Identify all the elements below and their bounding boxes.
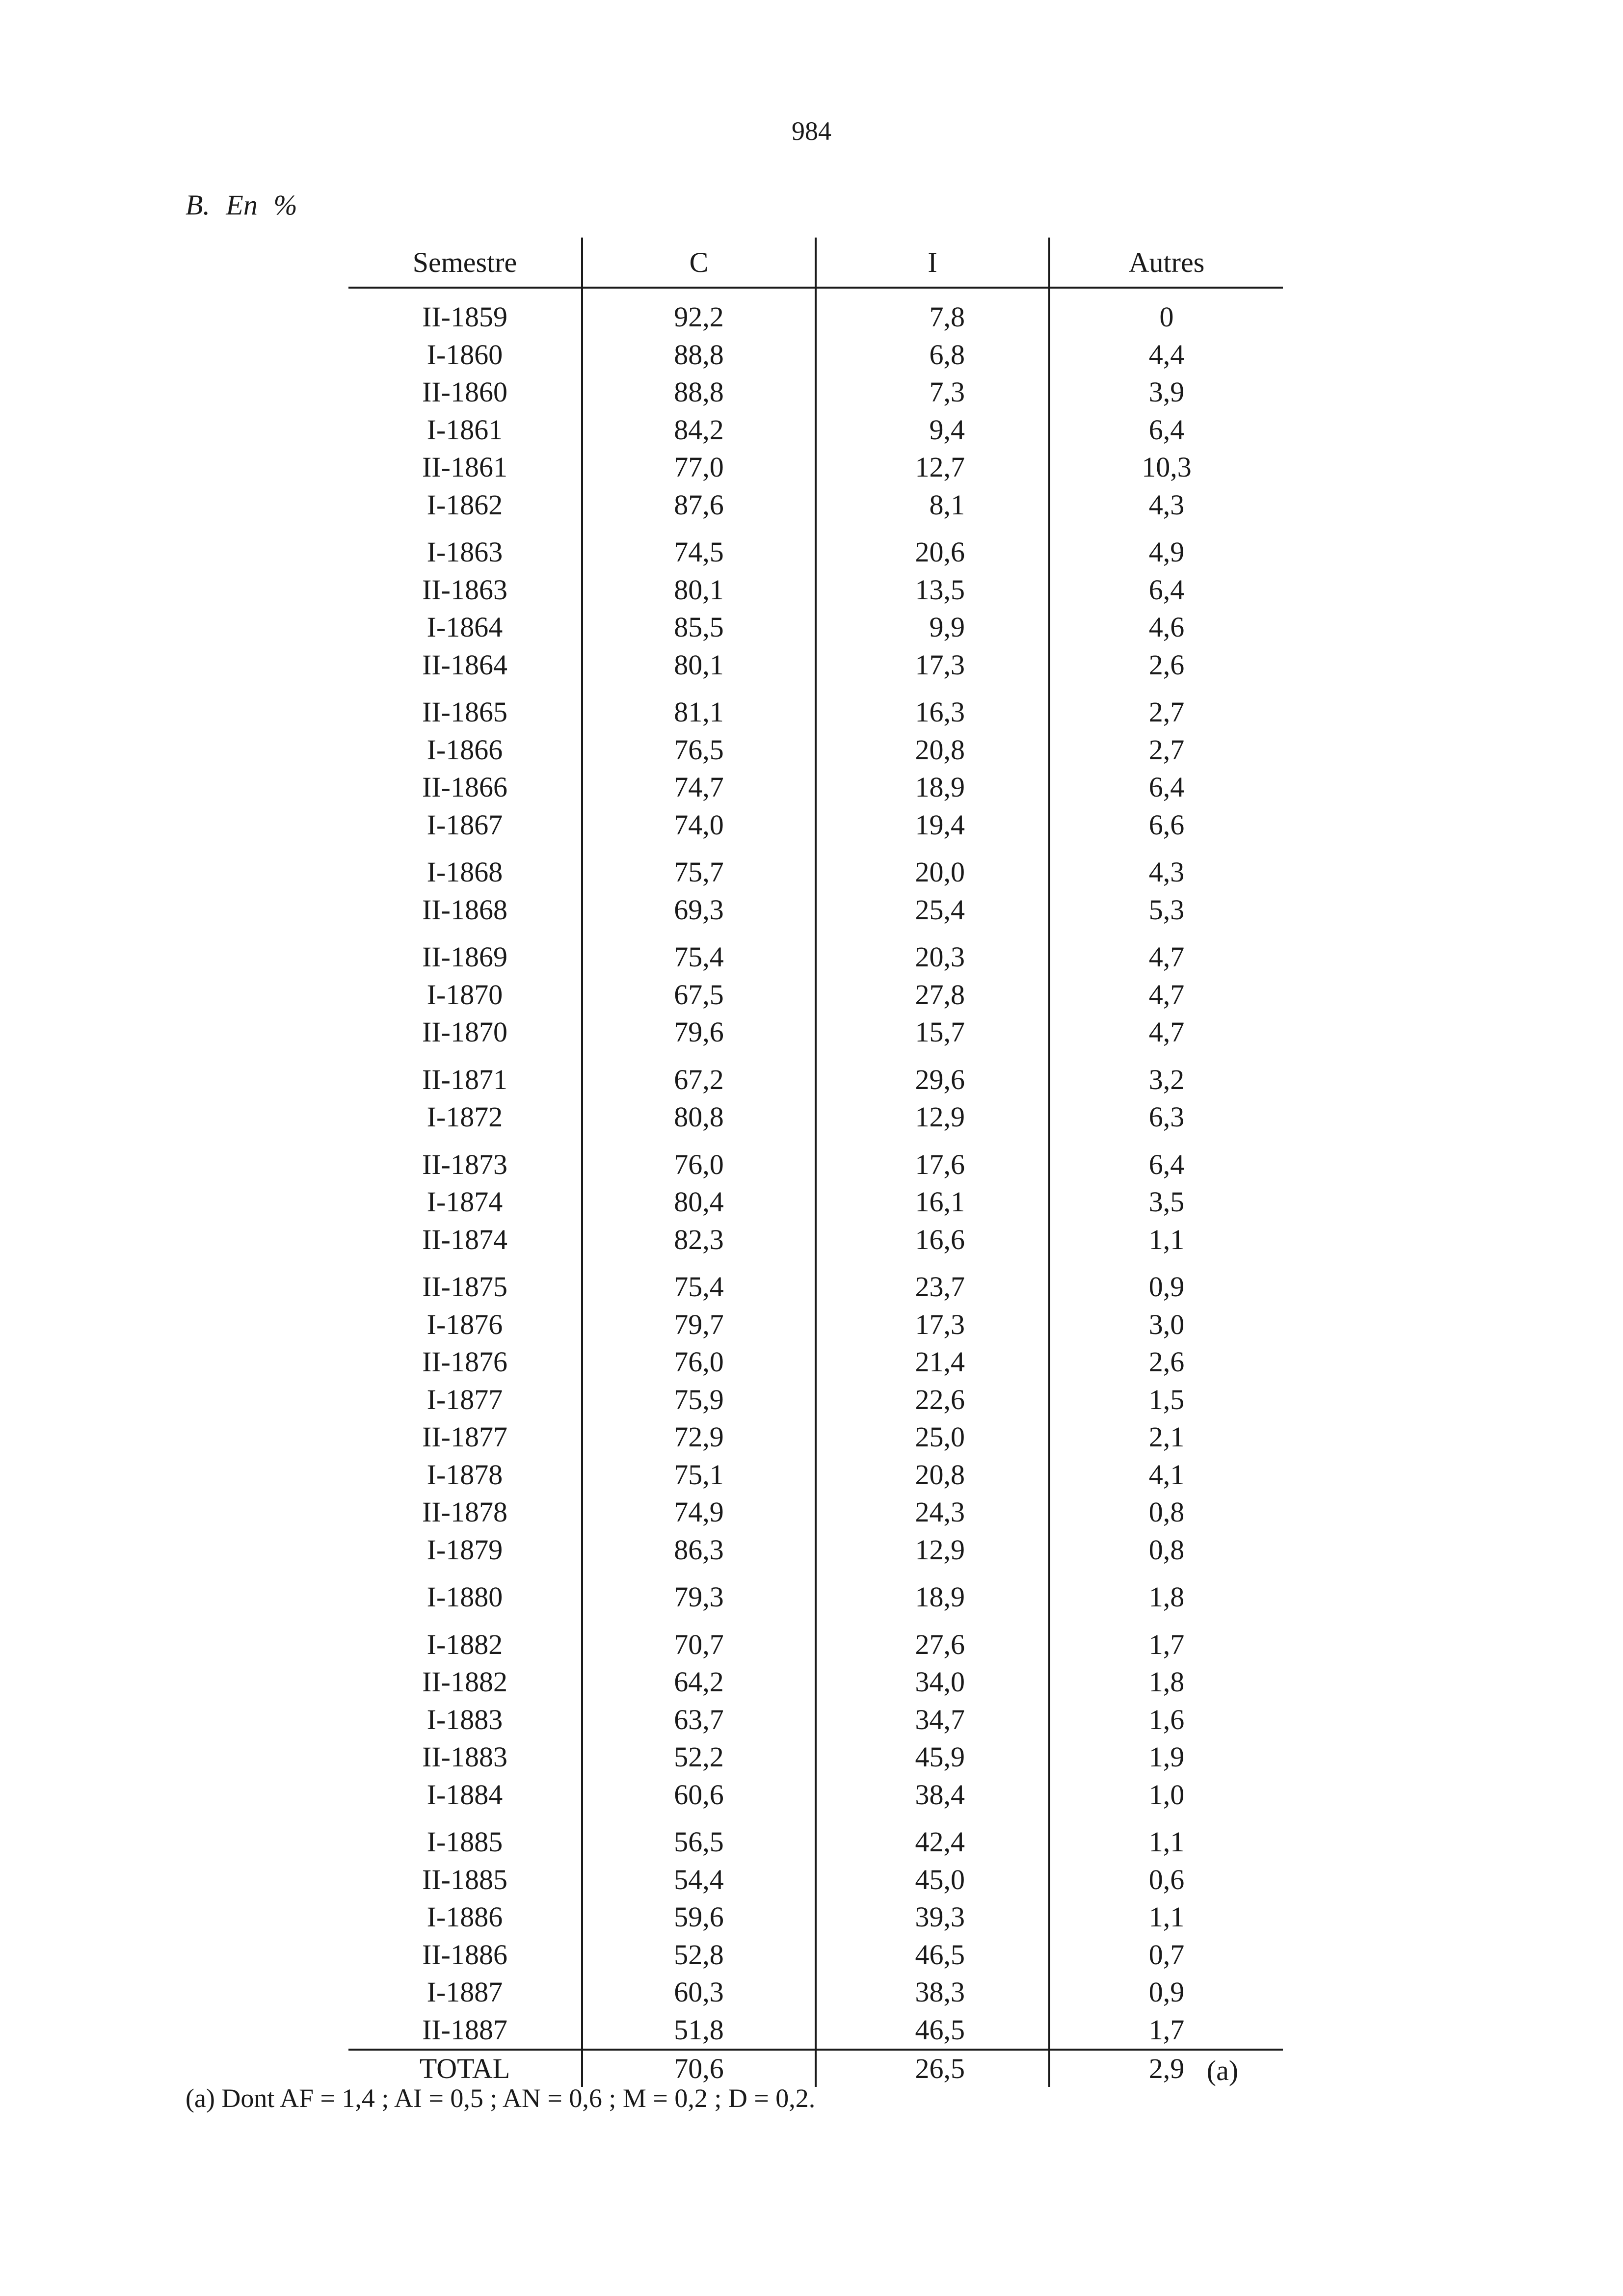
table-row bbox=[348, 336, 1283, 374]
table-row bbox=[348, 1456, 1283, 1494]
cell-c: 64,2 bbox=[582, 1663, 816, 1701]
table-row bbox=[348, 411, 1283, 449]
cell-autres: 1,1 bbox=[1049, 1814, 1283, 1861]
table-row bbox=[348, 1183, 1283, 1221]
cell-autres: 1,5 bbox=[1049, 1381, 1283, 1419]
cell-c: 72,9 bbox=[582, 1418, 816, 1456]
cell-c: 79,3 bbox=[582, 1569, 816, 1616]
cell-c: 52,8 bbox=[582, 1936, 816, 1974]
data-table bbox=[348, 238, 1283, 2087]
table-row bbox=[348, 1306, 1283, 1344]
total-i: 26,5 bbox=[816, 2050, 1049, 2087]
cell-i: 12,9 bbox=[816, 1098, 1049, 1136]
cell-c: 92,2 bbox=[582, 288, 816, 336]
table-row bbox=[348, 769, 1283, 806]
total-note-mark: (a) bbox=[1206, 2055, 1239, 2086]
total-c: 70,6 bbox=[582, 2050, 816, 2087]
cell-semestre: I-1860 bbox=[426, 338, 503, 371]
header-c: C bbox=[582, 238, 816, 288]
cell-i: 34,0 bbox=[816, 1663, 1049, 1701]
header-row bbox=[348, 238, 1283, 288]
cell-c: 52,2 bbox=[582, 1738, 816, 1776]
cell-semestre: II-1859 bbox=[422, 301, 507, 333]
cell-semestre: I-1885 bbox=[426, 1826, 503, 1858]
cell-semestre: I-1876 bbox=[426, 1308, 503, 1340]
table-row bbox=[348, 486, 1283, 524]
cell-i: 20,3 bbox=[816, 929, 1049, 976]
cell-i: 39,3 bbox=[816, 1898, 1049, 1936]
cell-c: 79,7 bbox=[582, 1306, 816, 1344]
cell-semestre: I-1866 bbox=[426, 733, 503, 766]
cell-i: 45,0 bbox=[816, 1861, 1049, 1899]
table-row bbox=[348, 288, 1283, 336]
cell-semestre: I-1862 bbox=[426, 488, 503, 521]
cell-c: 51,8 bbox=[582, 2011, 816, 2050]
cell-semestre: I-1867 bbox=[426, 808, 503, 841]
header-semestre: Semestre bbox=[348, 238, 582, 288]
cell-i: 29,6 bbox=[816, 1051, 1049, 1099]
cell-semestre: II-1883 bbox=[422, 1741, 507, 1773]
cell-i: 20,0 bbox=[816, 844, 1049, 891]
total-label: TOTAL bbox=[348, 2050, 582, 2087]
table-row bbox=[348, 2011, 1283, 2050]
cell-c: 87,6 bbox=[582, 486, 816, 524]
table-row bbox=[348, 524, 1283, 571]
table-row bbox=[348, 1343, 1283, 1381]
cell-i: 16,6 bbox=[816, 1221, 1049, 1259]
cell-c: 59,6 bbox=[582, 1898, 816, 1936]
cell-c: 74,9 bbox=[582, 1494, 816, 1531]
cell-semestre: I-1870 bbox=[426, 978, 503, 1011]
cell-i: 9,4 bbox=[816, 411, 1049, 449]
cell-autres: 6,4 bbox=[1049, 1136, 1283, 1184]
cell-c: 79,6 bbox=[582, 1014, 816, 1051]
cell-c: 75,7 bbox=[582, 844, 816, 891]
cell-i: 20,8 bbox=[816, 1456, 1049, 1494]
cell-c: 80,8 bbox=[582, 1098, 816, 1136]
cell-autres: 4,7 bbox=[1049, 1014, 1283, 1051]
cell-semestre: I-1863 bbox=[426, 536, 503, 568]
cell-i: 46,5 bbox=[816, 2011, 1049, 2050]
cell-semestre: II-1861 bbox=[422, 451, 507, 483]
cell-i: 6,8 bbox=[816, 336, 1049, 374]
cell-semestre: I-1864 bbox=[426, 611, 503, 643]
cell-c: 56,5 bbox=[582, 1814, 816, 1861]
cell-semestre: II-1886 bbox=[422, 1938, 507, 1971]
cell-i: 20,6 bbox=[816, 524, 1049, 571]
cell-autres: 4,9 bbox=[1049, 524, 1283, 571]
cell-c: 75,4 bbox=[582, 1258, 816, 1306]
table-row bbox=[348, 1531, 1283, 1569]
cell-i: 18,9 bbox=[816, 1569, 1049, 1616]
table-row bbox=[348, 449, 1283, 486]
cell-c: 81,1 bbox=[582, 684, 816, 731]
cell-semestre: II-1875 bbox=[422, 1271, 507, 1303]
cell-i: 16,3 bbox=[816, 684, 1049, 731]
cell-autres: 2,7 bbox=[1049, 731, 1283, 769]
cell-c: 70,7 bbox=[582, 1616, 816, 1664]
cell-autres: 4,1 bbox=[1049, 1456, 1283, 1494]
cell-semestre: II-1878 bbox=[422, 1496, 507, 1528]
cell-autres: 6,6 bbox=[1049, 806, 1283, 844]
cell-autres: 4,7 bbox=[1049, 976, 1283, 1014]
table-row bbox=[348, 1616, 1283, 1664]
table-row bbox=[348, 1098, 1283, 1136]
cell-i: 25,4 bbox=[816, 891, 1049, 929]
table-row bbox=[348, 1738, 1283, 1776]
cell-c: 84,2 bbox=[582, 411, 816, 449]
cell-c: 76,0 bbox=[582, 1343, 816, 1381]
cell-i: 9,9 bbox=[816, 609, 1049, 646]
cell-autres: 0,9 bbox=[1049, 1974, 1283, 2011]
cell-autres: 2,6 bbox=[1049, 646, 1283, 684]
cell-semestre: II-1860 bbox=[422, 376, 507, 408]
cell-i: 19,4 bbox=[816, 806, 1049, 844]
cell-autres: 4,6 bbox=[1049, 609, 1283, 646]
cell-i: 38,3 bbox=[816, 1974, 1049, 2011]
cell-autres: 1,9 bbox=[1049, 1738, 1283, 1776]
cell-semestre: I-1878 bbox=[426, 1458, 503, 1491]
table-row bbox=[348, 806, 1283, 844]
cell-autres: 10,3 bbox=[1049, 449, 1283, 486]
cell-c: 86,3 bbox=[582, 1531, 816, 1569]
table-row bbox=[348, 929, 1283, 976]
cell-semestre: II-1870 bbox=[422, 1016, 507, 1048]
cell-autres: 1,7 bbox=[1049, 1616, 1283, 1664]
table-row bbox=[348, 1701, 1283, 1739]
cell-semestre: I-1880 bbox=[426, 1581, 503, 1613]
footnote: (a) Dont AF = 1,4 ; AI = 0,5 ; AN = 0,6 ; M = 0,2 ; D = 0,2. bbox=[186, 2083, 816, 2113]
table-row bbox=[348, 891, 1283, 929]
total-autres-cell bbox=[1049, 2050, 1283, 2087]
cell-c: 67,5 bbox=[582, 976, 816, 1014]
cell-c: 74,0 bbox=[582, 806, 816, 844]
table-row bbox=[348, 684, 1283, 731]
table-row bbox=[348, 1136, 1283, 1184]
total-autres: 2,9 bbox=[1148, 2053, 1185, 2084]
table-row bbox=[348, 646, 1283, 684]
cell-semestre: II-1873 bbox=[422, 1148, 507, 1180]
cell-semestre: I-1882 bbox=[426, 1628, 503, 1660]
cell-c: 60,6 bbox=[582, 1776, 816, 1814]
cell-autres: 0,6 bbox=[1049, 1861, 1283, 1899]
cell-c: 88,8 bbox=[582, 336, 816, 374]
table-row bbox=[348, 1258, 1283, 1306]
cell-c: 69,3 bbox=[582, 891, 816, 929]
cell-c: 80,4 bbox=[582, 1183, 816, 1221]
cell-i: 7,3 bbox=[816, 374, 1049, 411]
cell-autres: 4,3 bbox=[1049, 844, 1283, 891]
cell-autres: 0,8 bbox=[1049, 1531, 1283, 1569]
table-row bbox=[348, 1014, 1283, 1051]
cell-semestre: II-1882 bbox=[422, 1666, 507, 1698]
cell-c: 76,5 bbox=[582, 731, 816, 769]
cell-c: 88,8 bbox=[582, 374, 816, 411]
cell-autres: 0,9 bbox=[1049, 1258, 1283, 1306]
cell-i: 17,3 bbox=[816, 646, 1049, 684]
cell-i: 24,3 bbox=[816, 1494, 1049, 1531]
cell-autres: 2,1 bbox=[1049, 1418, 1283, 1456]
cell-c: 63,7 bbox=[582, 1701, 816, 1739]
cell-i: 42,4 bbox=[816, 1814, 1049, 1861]
cell-i: 8,1 bbox=[816, 486, 1049, 524]
cell-i: 21,4 bbox=[816, 1343, 1049, 1381]
cell-semestre: I-1886 bbox=[426, 1901, 503, 1933]
cell-autres: 2,7 bbox=[1049, 684, 1283, 731]
cell-c: 67,2 bbox=[582, 1051, 816, 1099]
cell-semestre: I-1861 bbox=[426, 413, 503, 446]
cell-autres: 3,5 bbox=[1049, 1183, 1283, 1221]
table-row bbox=[348, 1381, 1283, 1419]
cell-i: 38,4 bbox=[816, 1776, 1049, 1814]
cell-i: 17,6 bbox=[816, 1136, 1049, 1184]
table-body bbox=[348, 288, 1283, 2050]
cell-c: 80,1 bbox=[582, 571, 816, 609]
table-row bbox=[348, 844, 1283, 891]
cell-autres: 0 bbox=[1049, 288, 1283, 336]
cell-semestre: II-1874 bbox=[422, 1223, 507, 1255]
table-row bbox=[348, 1221, 1283, 1259]
cell-i: 12,7 bbox=[816, 449, 1049, 486]
cell-c: 77,0 bbox=[582, 449, 816, 486]
cell-autres: 3,0 bbox=[1049, 1306, 1283, 1344]
cell-i: 17,3 bbox=[816, 1306, 1049, 1344]
cell-autres: 0,8 bbox=[1049, 1494, 1283, 1531]
cell-semestre: I-1879 bbox=[426, 1533, 503, 1566]
cell-autres: 6,3 bbox=[1049, 1098, 1283, 1136]
table-row bbox=[348, 1418, 1283, 1456]
cell-semestre: II-1863 bbox=[422, 573, 507, 606]
table-row bbox=[348, 1569, 1283, 1616]
cell-semestre: I-1874 bbox=[426, 1186, 503, 1218]
cell-c: 60,3 bbox=[582, 1974, 816, 2011]
cell-autres: 6,4 bbox=[1049, 571, 1283, 609]
cell-semestre: II-1868 bbox=[422, 893, 507, 926]
cell-autres: 0,7 bbox=[1049, 1936, 1283, 1974]
cell-c: 75,4 bbox=[582, 929, 816, 976]
percent-table bbox=[348, 238, 1283, 2087]
cell-c: 82,3 bbox=[582, 1221, 816, 1259]
page-number: 984 bbox=[792, 116, 831, 146]
cell-c: 74,5 bbox=[582, 524, 816, 571]
table-row bbox=[348, 1898, 1283, 1936]
table-row bbox=[348, 1861, 1283, 1899]
cell-i: 34,7 bbox=[816, 1701, 1049, 1739]
cell-i: 45,9 bbox=[816, 1738, 1049, 1776]
section-title: B. En % bbox=[186, 189, 297, 221]
table-row bbox=[348, 609, 1283, 646]
cell-autres: 1,1 bbox=[1049, 1221, 1283, 1259]
cell-semestre: II-1864 bbox=[422, 648, 507, 681]
cell-autres: 1,1 bbox=[1049, 1898, 1283, 1936]
cell-c: 74,7 bbox=[582, 769, 816, 806]
table-row bbox=[348, 1776, 1283, 1814]
cell-semestre: I-1884 bbox=[426, 1778, 503, 1811]
cell-autres: 1,0 bbox=[1049, 1776, 1283, 1814]
cell-i: 18,9 bbox=[816, 769, 1049, 806]
cell-semestre: II-1887 bbox=[422, 2013, 507, 2046]
cell-semestre: I-1877 bbox=[426, 1383, 503, 1415]
cell-semestre: II-1865 bbox=[422, 696, 507, 728]
cell-semestre: I-1868 bbox=[426, 856, 503, 888]
cell-autres: 1,7 bbox=[1049, 2011, 1283, 2050]
cell-c: 54,4 bbox=[582, 1861, 816, 1899]
total-row bbox=[348, 2050, 1283, 2087]
cell-autres: 3,2 bbox=[1049, 1051, 1283, 1099]
table-row bbox=[348, 374, 1283, 411]
cell-semestre: II-1876 bbox=[422, 1346, 507, 1378]
cell-i: 27,6 bbox=[816, 1616, 1049, 1664]
cell-autres: 6,4 bbox=[1049, 411, 1283, 449]
cell-i: 15,7 bbox=[816, 1014, 1049, 1051]
cell-autres: 1,8 bbox=[1049, 1569, 1283, 1616]
table-row bbox=[348, 571, 1283, 609]
table-row bbox=[348, 1936, 1283, 1974]
table-row bbox=[348, 1051, 1283, 1099]
cell-autres: 4,4 bbox=[1049, 336, 1283, 374]
cell-semestre: II-1871 bbox=[422, 1063, 507, 1095]
cell-c: 76,0 bbox=[582, 1136, 816, 1184]
cell-autres: 5,3 bbox=[1049, 891, 1283, 929]
cell-c: 75,1 bbox=[582, 1456, 816, 1494]
table-row bbox=[348, 976, 1283, 1014]
table-row bbox=[348, 1663, 1283, 1701]
cell-i: 25,0 bbox=[816, 1418, 1049, 1456]
cell-i: 13,5 bbox=[816, 571, 1049, 609]
cell-i: 22,6 bbox=[816, 1381, 1049, 1419]
cell-i: 23,7 bbox=[816, 1258, 1049, 1306]
cell-semestre: I-1872 bbox=[426, 1101, 503, 1133]
cell-autres: 6,4 bbox=[1049, 769, 1283, 806]
cell-autres: 4,7 bbox=[1049, 929, 1283, 976]
cell-semestre: II-1885 bbox=[422, 1863, 507, 1896]
table-row bbox=[348, 1494, 1283, 1531]
cell-c: 80,1 bbox=[582, 646, 816, 684]
cell-autres: 3,9 bbox=[1049, 374, 1283, 411]
cell-i: 20,8 bbox=[816, 731, 1049, 769]
table-row bbox=[348, 1974, 1283, 2011]
cell-i: 12,9 bbox=[816, 1531, 1049, 1569]
cell-autres: 2,6 bbox=[1049, 1343, 1283, 1381]
cell-i: 7,8 bbox=[816, 288, 1049, 336]
cell-autres: 1,6 bbox=[1049, 1701, 1283, 1739]
cell-c: 75,9 bbox=[582, 1381, 816, 1419]
cell-i: 46,5 bbox=[816, 1936, 1049, 1974]
cell-i: 27,8 bbox=[816, 976, 1049, 1014]
cell-autres: 1,8 bbox=[1049, 1663, 1283, 1701]
table-row bbox=[348, 731, 1283, 769]
cell-semestre: I-1883 bbox=[426, 1703, 503, 1735]
cell-c: 85,5 bbox=[582, 609, 816, 646]
cell-semestre: I-1887 bbox=[426, 1976, 503, 2008]
table-row bbox=[348, 1814, 1283, 1861]
header-autres: Autres bbox=[1049, 238, 1283, 288]
header-i: I bbox=[816, 238, 1049, 288]
cell-semestre: II-1869 bbox=[422, 941, 507, 973]
cell-autres: 4,3 bbox=[1049, 486, 1283, 524]
cell-semestre: II-1866 bbox=[422, 771, 507, 803]
cell-semestre: II-1877 bbox=[422, 1421, 507, 1453]
cell-i: 16,1 bbox=[816, 1183, 1049, 1221]
